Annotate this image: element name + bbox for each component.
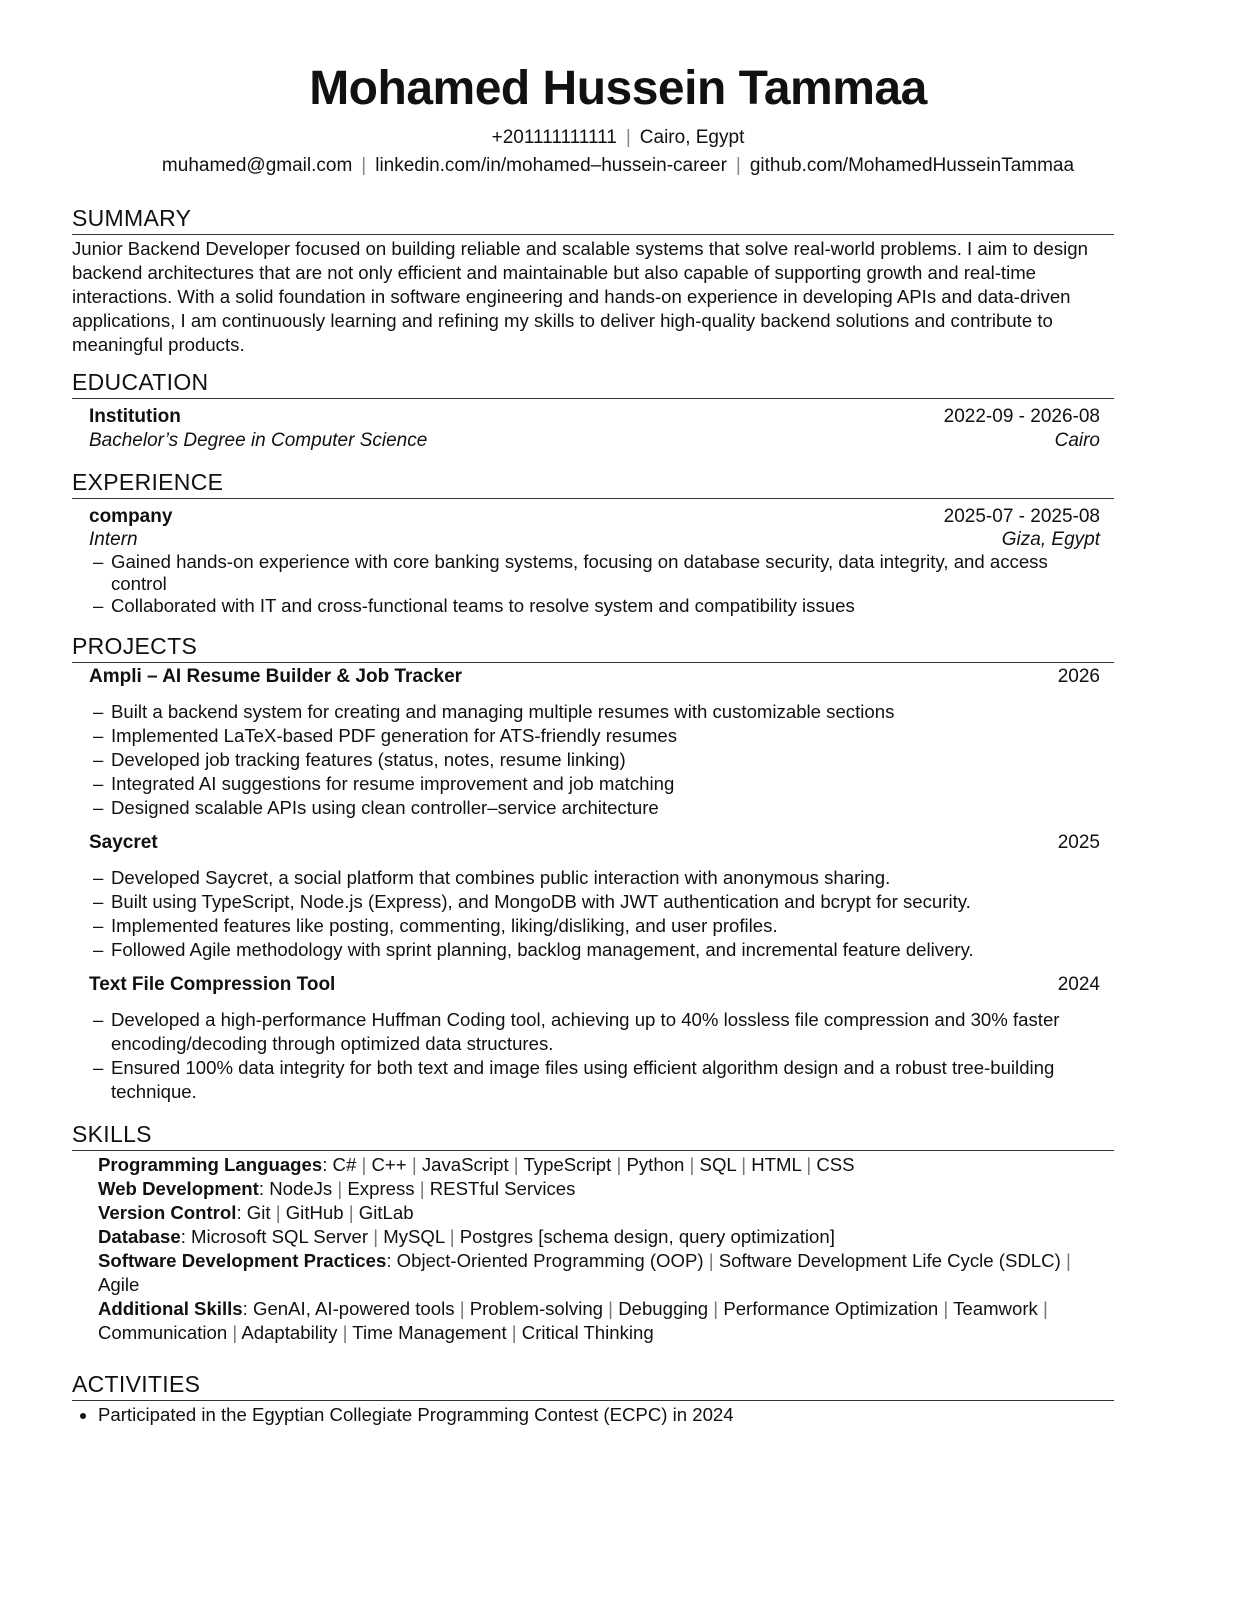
section-title: SKILLS [72,1120,1114,1151]
skill-row: Version Control: Git | GitHub | GitLab [98,1202,414,1223]
skill-row: Database: Microsoft SQL Server | MySQL | Postgres [schema design, query optimization] [98,1226,835,1247]
email-link[interactable]: muhamed@gmail.com [161,155,353,176]
skill-item: Express [347,1178,415,1199]
experience-bullets [89,551,1100,617]
list-item: – Developed a high-performance Huffman Coding tool, achieving up to 40% lossless file compression and 30% faster encoding/decoding through optimized data structures. [89,1008,1080,1056]
separator: | [343,1202,359,1223]
separator: | [703,1250,719,1271]
list-item: – Gained hands-on experience with core banking systems, focusing on database security, data integrity, and access control [89,551,1100,595]
section-title: EXPERIENCE [72,468,1114,499]
list-item: – Implemented features like posting, commenting, liking/disliking, and user profiles. [89,914,1080,938]
separator: | [406,1154,422,1175]
company-name: company [89,506,173,527]
project-name: Ampli – AI Resume Builder & Job Tracker [89,666,463,687]
separator: | [368,1226,384,1247]
github-link[interactable]: github.com/MohamedHusseinTammaa [749,155,1075,176]
project-year: 2025 [1057,832,1100,853]
skill-item: Performance Optimization [723,1298,939,1319]
summary-section [72,204,1114,357]
skill-item: Time Management [352,1322,507,1343]
list-item: – Ensured 100% data integrity for both text and image files using efficient algorithm design and a robust tree-building technique. [89,1056,1080,1104]
skill-item: GitLab [358,1202,414,1223]
list-item: – Designed scalable APIs using clean controller–service architecture [89,796,1080,820]
institution-name: Institution [89,406,181,427]
separator: | [1060,1250,1071,1271]
degree: Bachelor’s Degree in Computer Science [89,430,428,451]
section-title: PROJECTS [72,632,1114,663]
separator: | [270,1202,286,1223]
project-bullets [89,866,1100,962]
separator: | [684,1154,700,1175]
skill-item: Python [626,1154,685,1175]
experience-entry [72,505,1114,617]
skill-item: SQL [699,1154,737,1175]
separator: | [361,155,367,176]
experience-dates: 2025-07 - 2025-08 [943,506,1100,527]
summary-text: Junior Backend Developer focused on building reliable and scalable systems that solve real-world problems. I aim to design backend architectures that are not only efficient and maintainable but also capable of supporting growth and real-time interactions. With a solid foundation in software engineering and hands-on experience in developing APIs and data-driven applications, I am continuously learning and refining my skills to deliver high-quality backend solutions and contribute to meaningful products. [72,238,1088,355]
section-title: EDUCATION [72,368,1114,399]
skill-item: MySQL [383,1226,445,1247]
skill-category-label: Software Development Practices [98,1250,387,1271]
separator: | [625,127,631,148]
skill-item: Communication [98,1322,228,1343]
separator: | [611,1154,627,1175]
separator: | [444,1226,460,1247]
projects-section [72,632,1114,1104]
skill-category-label: Version Control [98,1202,237,1223]
project-year: 2026 [1057,666,1100,687]
section-title: SUMMARY [72,204,1114,235]
education-location: Cairo [1054,430,1100,451]
skill-item: TypeScript [523,1154,612,1175]
skill-item: C# [332,1154,357,1175]
skill-row: Software Development Practices: Object-Oriented Programming (OOP) | Software Development Life Cycle (SDLC) | Agile [98,1250,1071,1295]
separator: | [227,1322,242,1343]
skill-category-label: Database [98,1226,181,1247]
list-item: – Developed Saycret, a social platform that combines public interaction with anonymous sharing. [89,866,1080,890]
project-entry [72,973,1114,1104]
contact-line-2 [0,154,1236,178]
list-item: Participated in the Egyptian Collegiate Programming Contest (ECPC) in 2024 [72,1403,1114,1427]
separator: | [506,1322,522,1343]
skill-item: HTML [751,1154,802,1175]
separator: | [414,1178,430,1199]
skill-item: Teamwork [953,1298,1038,1319]
skill-item: Object-Oriented Programming (OOP) [396,1250,704,1271]
project-name: Text File Compression Tool [89,974,336,995]
list-item: – Implemented LaTeX-based PDF generation for ATS-friendly resumes [89,724,1080,748]
skills-list [72,1153,1114,1345]
skill-item: RESTful Services [429,1178,576,1199]
project-year: 2024 [1057,974,1100,995]
separator: | [337,1322,353,1343]
skill-item: GitHub [285,1202,344,1223]
linkedin-link[interactable]: linkedin.com/in/mohamed–hussein-career [375,155,727,176]
education-dates: 2022-09 - 2026-08 [943,406,1100,427]
list-item: – Built a backend system for creating and managing multiple resumes with customizable sections [89,700,1080,724]
list-item: – Integrated AI suggestions for resume improvement and job matching [89,772,1080,796]
separator: | [1037,1298,1048,1319]
skill-item: Problem-solving [469,1298,604,1319]
project-entry [72,665,1114,820]
section-title: ACTIVITIES [72,1370,1114,1401]
skill-row: Additional Skills: GenAI, AI-powered tools | Problem-solving | Debugging | Performance Optimization | Teamwork | Communication | Adaptability | Time Management | Critical Thinking [98,1298,1048,1343]
education-section [72,368,1114,453]
skills-section [72,1120,1114,1345]
separator: | [736,1154,752,1175]
separator: | [603,1298,619,1319]
skill-item: C++ [371,1154,407,1175]
role: Intern [89,529,138,550]
separator: | [356,1154,372,1175]
project-bullets [89,1008,1100,1104]
activities-list [72,1403,1114,1427]
experience-section [72,468,1114,617]
separator: | [938,1298,954,1319]
separator: | [454,1298,470,1319]
project-bullets [89,700,1100,820]
list-item: – Developed job tracking features (status, notes, resume linking) [89,748,1080,772]
separator: | [508,1154,524,1175]
separator: | [801,1154,817,1175]
education-entry [72,405,1114,453]
separator: | [708,1298,724,1319]
skill-row: Web Development: NodeJs | Express | RESTful Services [98,1178,576,1199]
skill-item: Git [246,1202,271,1223]
skill-item: Microsoft SQL Server [191,1226,369,1247]
list-item: – Collaborated with IT and cross-functional teams to resolve system and compatibility issues [89,595,1100,617]
candidate-name: Mohamed Hussein Tammaa [309,62,927,115]
contact-line-1 [0,126,1236,150]
activities-section [72,1370,1114,1427]
list-item: – Followed Agile methodology with sprint planning, backlog management, and incremental feature delivery. [89,938,1080,962]
skill-category-label: Programming Languages [98,1154,323,1175]
skill-item: Adaptability [241,1322,338,1343]
skill-item: NodeJs [269,1178,333,1199]
list-item: – Built using TypeScript, Node.js (Express), and MongoDB with JWT authentication and bcrypt for security. [89,890,1080,914]
phone-number: +201111111111 [491,127,617,148]
separator: | [735,155,741,176]
skill-item: CSS [816,1154,855,1175]
skill-category-label: Web Development [98,1178,259,1199]
project-name: Saycret [89,832,158,853]
separator: | [332,1178,348,1199]
project-entry [72,831,1114,962]
skill-item: Software Development Life Cycle (SDLC) [718,1250,1061,1271]
skill-item: GenAI, AI-powered tools [252,1298,455,1319]
skill-category-label: Additional Skills [98,1298,243,1319]
skill-item: Agile [98,1274,140,1295]
location: Cairo, Egypt [639,127,745,148]
skill-item: Critical Thinking [521,1322,654,1343]
skill-item: JavaScript [421,1154,509,1175]
skill-item: Debugging [618,1298,709,1319]
experience-location: Giza, Egypt [1001,529,1100,550]
skill-item: Postgres [schema design, query optimization] [459,1226,835,1247]
skill-row: Programming Languages: C# | C++ | JavaScript | TypeScript | Python | SQL | HTML | CSS [98,1154,855,1175]
